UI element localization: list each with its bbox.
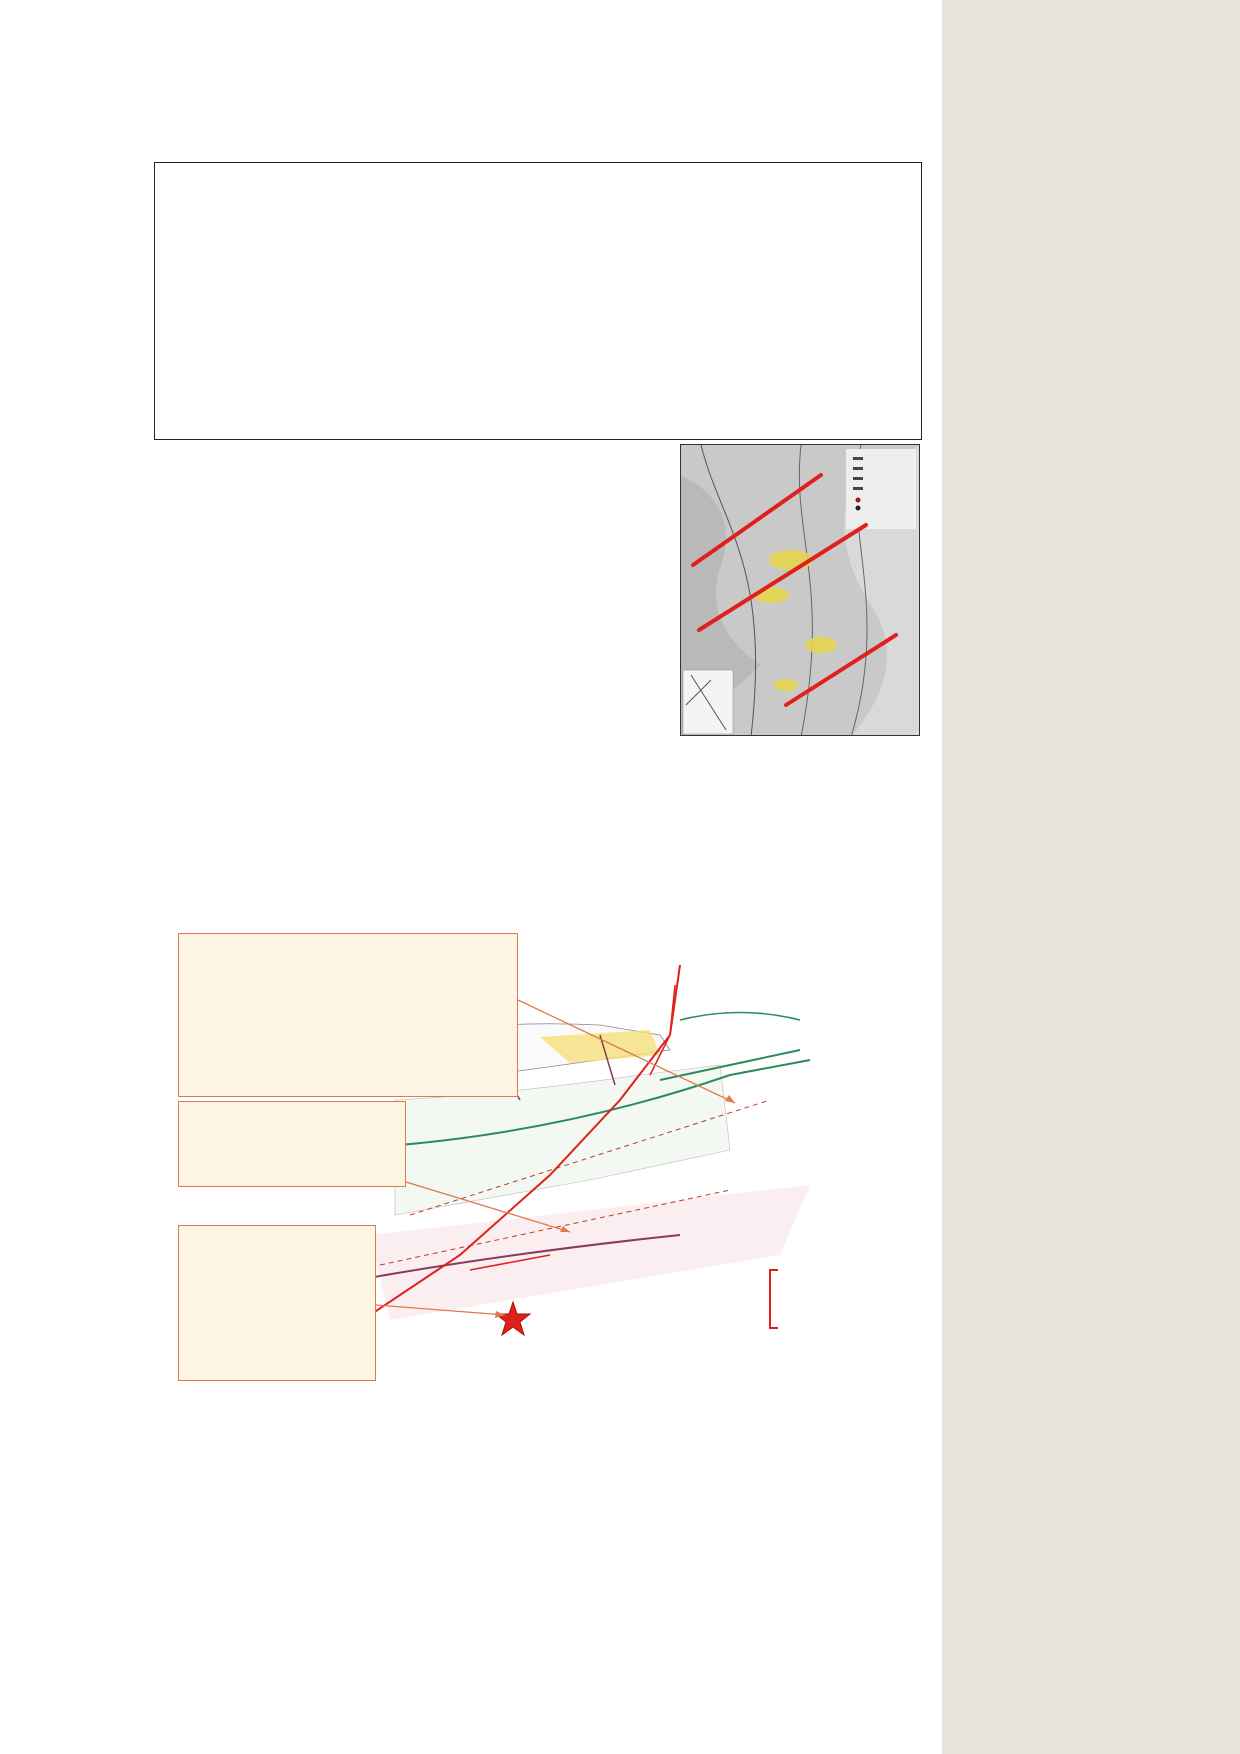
callout-seismogenic-layer bbox=[178, 1101, 406, 1187]
callout-mainshocks bbox=[178, 1225, 376, 1381]
callout-fault-geometry bbox=[178, 933, 518, 1097]
page-side-band bbox=[942, 0, 1240, 1754]
